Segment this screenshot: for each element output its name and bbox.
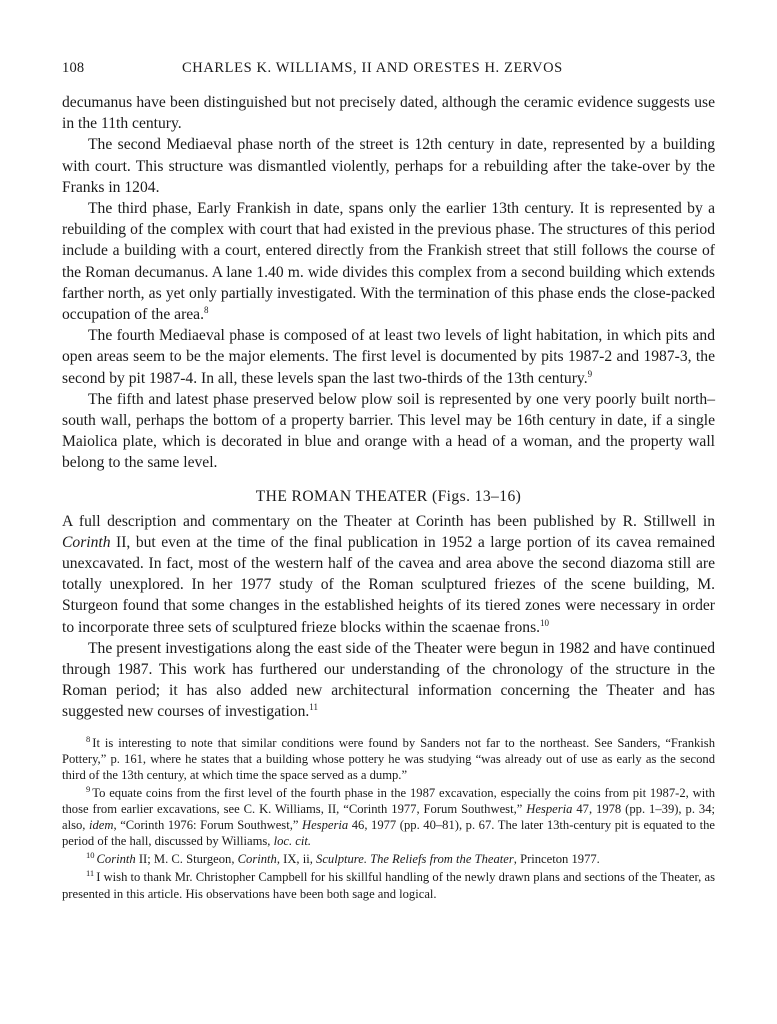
paragraph: The fourth Mediaeval phase is composed of at least two levels of light habitation, in which pits and open areas seem to be the major elements. The first level is documented by pits 1987-2 and 1987-3, the second by pit 1987-4. In all, these levels span the last two-thirds of the 13th century.$^9$ bbox=[62, 327, 715, 387]
footnote-ref[interactable]: 11 bbox=[309, 702, 318, 713]
footnote-number: 9 bbox=[86, 783, 91, 794]
footnote: $^9$ To equate coins from the first level of the fourth phase in the 1987 excavation, especially the coins from pit 1987-2, with those from earlier excavations, see C. K. Williams, II, “Corinth 1977, Forum Southwest,” Hesperia 47, 1978 (pp. 1–39), p. 34; also, idem, “Corinth 1976: Forum Southwest,” Hesperia 46, 1977 (pp. 40–81), p. 67. The later 13th-century pit is equated to the period of the hall, discussed by Williams, loc. cit. bbox=[62, 783, 715, 849]
paragraph: A full description and commentary on the Theater at Corinth has been published by R. Stillwell in Corinth II, but even at the time of the final publication in 1952 a large portion of its cavea remained unexcavated. In fact, most of the western half of the cavea and area above the second diazoma still are totally unexplored. In her 1977 study of the Roman sculptured friezes of the scene building, M. Sturgeon found that some changes in the established heights of its tiered zones were necessary in order to incorporate three sets of sculptured frieze blocks within the scaenae frons.$^{10}$ bbox=[62, 512, 715, 636]
paragraph: The present investigations along the east side of the Theater were begun in 1982 and have continued through 1987. This work has furthered our understanding of the chronology of the structure in the Roman period; it has also added new architectural information concerning the Theater and has suggested new courses of investigation.$^{11}$ bbox=[62, 639, 715, 721]
footnote-ref[interactable]: 10 bbox=[540, 617, 550, 628]
footnote-number: 10 bbox=[86, 850, 95, 861]
paragraph: The second Mediaeval phase north of the street is 12th century in date, represented by a building with court. This structure was dismantled violently, perhaps for a rebuilding after the take-over by the Franks in 1204. bbox=[62, 136, 715, 196]
footnote: $^8$ It is interesting to note that similar conditions were found by Sanders not far to the northeast. See Sanders, “Frankish Pottery,” p. 161, where he states that a building whose pottery he was studying “was already out of use as early as the second third of the 13th century, at which time the space served as a dump.” bbox=[62, 733, 715, 782]
footnote-ref[interactable]: 8 bbox=[204, 305, 209, 316]
footnote-number: 11 bbox=[86, 868, 95, 879]
footnote-ref[interactable]: 9 bbox=[587, 368, 593, 379]
footnote: $^{11}$ I wish to thank Mr. Christopher Campbell for his skillful handling of the newly drawn plans and sections of the Theater, as presented in this article. His observations have been both sage and logical. bbox=[62, 868, 715, 901]
page-number: 108 bbox=[62, 60, 85, 76]
footnote: $^{10}$ Corinth II; M. C. Sturgeon, Corinth, IX, ii, Sculpture. The Reliefs from the Theater, Princeton 1977. bbox=[86, 850, 600, 867]
running-head-authors: CHARLES K. WILLIAMS, II AND ORESTES H. ZERVOS bbox=[182, 60, 563, 76]
body-text bbox=[62, 92, 715, 723]
footnote-number: 8 bbox=[86, 733, 91, 744]
page bbox=[62, 56, 715, 904]
footnotes bbox=[62, 735, 715, 902]
running-head bbox=[62, 56, 715, 80]
paragraph: decumanus have been distinguished but not precisely dated, although the ceramic evidence suggests use in the 11th century. bbox=[62, 94, 715, 133]
section-heading: THE ROMAN THEATER (Figs. 13–16) bbox=[255, 487, 522, 505]
paragraph: The fifth and latest phase preserved below plow soil is represented by one very poorly built north–south wall, perhaps the bottom of a property barrier. This level may be 16th century in date, if a single Maiolica plate, which is decorated in blue and orange with a head of a woman, and the property wall belong to the same level. bbox=[62, 390, 715, 472]
paragraph: The third phase, Early Frankish in date, spans only the earlier 13th century. It is represented by a rebuilding of the complex with court that had existed in the previous phase. The structures of this period include a building with a court, entered directly from the Frankish street that still follows the course of the Roman decumanus. A lane 1.40 m. wide divides this complex from a second building which extends farther north, as yet only partially investigated. With the termination of this phase ends the close-packed occupation of the area.$^8$ bbox=[62, 200, 715, 324]
